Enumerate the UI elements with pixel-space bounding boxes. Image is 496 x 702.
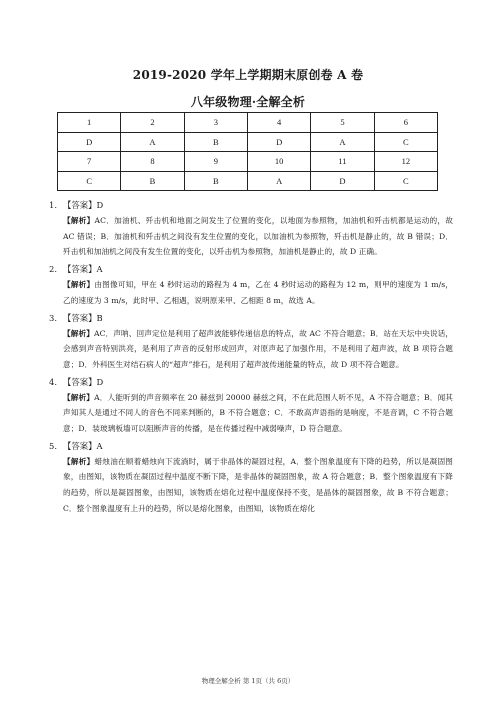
answer-table-cell: D: [311, 171, 374, 191]
answer-text: 【答案】D: [63, 376, 104, 387]
analysis-label: 【解析】: [63, 456, 95, 466]
analysis-label: 【解析】: [63, 328, 94, 338]
analysis-paragraph: [49, 277, 453, 308]
answer-text: 【答案】B: [63, 312, 103, 323]
answer-table-cell: 8: [121, 152, 184, 172]
analysis-label: 【解析】: [63, 280, 95, 290]
answer-table-cell: B: [184, 132, 247, 152]
analysis-text: AC．声呐、回声定位是利用了超声波能够传递信息的特点，故 AC 不符合题意；B．站在天坛中央说话，会感到声音特别洪亮，是利用了声音的反射形成回声，对原声起了加强作用，不是利用了超声波，故 B 项符合题意；D．外科医生对结石病人的“超声”排石，是利用了超声波传递能量的特点，故 D 项不符合题意。: [63, 328, 454, 369]
question-number: 1.: [49, 200, 57, 210]
answer-table-cell: 11: [311, 152, 374, 172]
question-number: 5.: [49, 440, 57, 451]
answer-table-cell: 12: [374, 152, 437, 172]
answer-table-row: [58, 113, 438, 133]
analysis-label: 【解析】: [63, 392, 95, 402]
answer-table-cell: 1: [58, 113, 121, 133]
answer-line: [49, 439, 453, 454]
answer-table-cell: B: [184, 171, 247, 191]
answer-table-cell: B: [121, 171, 184, 191]
answer-table-cell: C: [374, 132, 437, 152]
answer-table: [57, 112, 438, 191]
answer-table-row: [58, 171, 438, 191]
analysis-paragraph: [49, 454, 453, 517]
analysis-label: 【解析】: [63, 216, 95, 225]
page-subtitle: 八年级物理·全解全析: [190, 95, 306, 109]
answer-line: [49, 198, 453, 213]
question-number: 4.: [49, 376, 57, 387]
answer-table-row: [58, 152, 438, 172]
answer-table-cell: A: [121, 132, 184, 152]
page-footer: 物理全解全析 第 1页（共 6页）: [201, 677, 295, 685]
analysis-section: [49, 198, 453, 519]
answer-table-cell: 6: [374, 113, 437, 133]
question-number: 3.: [49, 312, 57, 323]
page-title: 2019-2020 学年上学期期末原创卷 A 卷: [132, 68, 364, 82]
answer-table-cell: 2: [121, 113, 184, 133]
answer-table-cell: D: [58, 132, 121, 152]
answer-text: 【答案】D: [63, 200, 104, 210]
analysis-paragraph: [49, 390, 453, 437]
answer-item: [49, 198, 453, 260]
answer-table-cell: 4: [247, 113, 310, 133]
answer-table-cell: 9: [184, 152, 247, 172]
answer-item: [49, 439, 453, 517]
answer-item: [49, 311, 453, 373]
analysis-text: 由图像可知，甲在 4 秒时运动的路程为 4 m，乙在 4 秒时运动的路程为 12 m，则甲的速度为 1 m/s，乙的速度为 3 m/s，此时甲、乙相遇，说明原来甲、乙相距 8 m，故选 A。: [63, 280, 454, 305]
answer-table-cell: D: [247, 132, 310, 152]
answer-table-cell: 5: [311, 113, 374, 133]
analysis-paragraph: [49, 326, 453, 373]
answer-table-row: [58, 132, 438, 152]
answer-item: [49, 375, 453, 437]
answer-line: [49, 262, 453, 277]
analysis-text: A．人能听到的声音频率在 20 赫兹到 20000 赫兹之间，不在此范围人听不见，A 不符合题意；B．闻其声知其人是通过不同人的音色不同来判断的，B 不符合题意；C．不敢高声语指的是响度，不是音调，C 不符合题意；D．装玻璃板墙可以阻断声音的传播，是在传播过程中减弱噪声，D 符合题意。: [63, 392, 453, 434]
answer-text: 【答案】A: [63, 440, 103, 451]
answer-table-cell: C: [58, 171, 121, 191]
analysis-text: 蜡烛油在顺着蜡烛向下流淌时，属于非晶体的凝固过程，A．整个图象温度有下降的趋势，所以是凝固图象，由图知，该物质在凝固过程中温度不断下降，是非晶体的凝固图象，故 A 符合题意；B．整个图象温度有下降的趋势，所以是凝固图象，由图知，该物质在熔化过程中温度保持不变，是晶体的凝固图象，故 B 不符合题意；C．整个图象温度有上升的趋势，所以是熔化图象，由图知，该物质在熔化: [63, 456, 453, 513]
question-number: 2.: [49, 264, 57, 275]
analysis-paragraph: [49, 213, 453, 260]
answer-table-cell: C: [374, 171, 437, 191]
answer-table-cell: A: [247, 171, 310, 191]
answer-table-cell: 3: [184, 113, 247, 133]
answer-line: [49, 375, 453, 390]
answer-table-cell: A: [311, 132, 374, 152]
analysis-text: AC．加油机、歼击机和地面之间发生了位置的变化，以地面为参照物，加油机和歼击机都是运动的，故 AC 错误；B．加油机和歼击机之间没有发生位置的变化，以加油机为参照物，歼击机是静止的，故 B 错误；D．歼击机和加油机之间没有发生位置的变化，以歼击机为参照物，加油机是静止的，故 D 正确。: [63, 216, 453, 257]
answer-table-cell: 10: [247, 152, 310, 172]
answer-table-cell: 7: [58, 152, 121, 172]
answer-text: 【答案】A: [63, 264, 103, 275]
answer-line: [49, 311, 453, 326]
answer-item: [49, 262, 453, 308]
